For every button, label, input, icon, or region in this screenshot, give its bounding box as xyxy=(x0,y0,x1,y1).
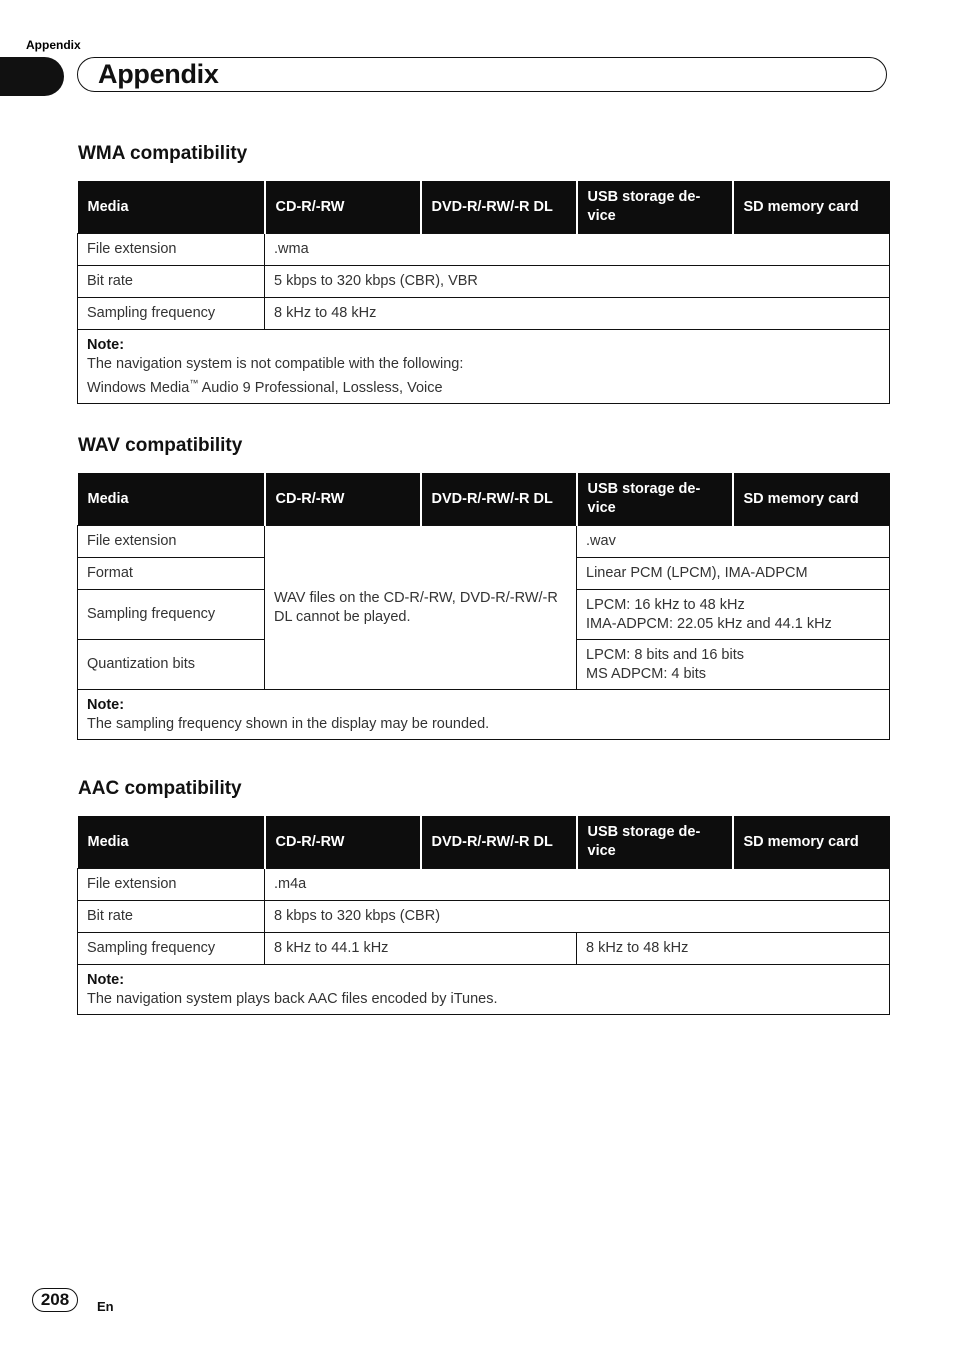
row-value-line: LPCM: 16 kHz to 48 kHz xyxy=(586,596,745,613)
note-row xyxy=(78,330,890,404)
column-header-cd: CD-R/-RW xyxy=(265,816,421,869)
note-cell xyxy=(78,330,890,404)
note-cell xyxy=(78,690,890,740)
column-header-dvd: DVD-R/-RW/-R DL xyxy=(421,473,577,526)
table-header-row xyxy=(78,816,890,869)
page-number: 208 xyxy=(32,1288,78,1312)
row-label: Sampling frequency xyxy=(78,933,265,965)
wma-section xyxy=(77,143,889,404)
row-value-disc: 8 kHz to 44.1 kHz xyxy=(265,933,577,965)
wav-section xyxy=(77,435,889,740)
note-text: The navigation system plays back AAC files encoded by iTunes. xyxy=(87,991,498,1007)
column-header-usb: USB storage de- vice xyxy=(577,816,733,869)
column-header-media: Media xyxy=(78,473,265,526)
note-title: Note: xyxy=(87,972,125,988)
aac-section xyxy=(77,778,889,1015)
note-cell xyxy=(78,965,890,1015)
wma-heading: WMA compatibility xyxy=(78,143,248,164)
table-row xyxy=(78,869,890,901)
row-label: Bit rate xyxy=(78,266,265,298)
row-label: File extension xyxy=(78,869,265,901)
page-title: Appendix xyxy=(98,59,219,89)
row-value xyxy=(577,640,890,690)
row-label: File extension xyxy=(78,234,265,266)
aac-table xyxy=(77,816,890,1015)
note-text-line2 xyxy=(87,374,880,398)
note-row xyxy=(78,690,890,740)
note-text: The navigation system is not compatible with the following: xyxy=(87,356,464,372)
row-value: .wav xyxy=(577,526,890,558)
row-label: Quantization bits xyxy=(78,640,265,690)
row-value-line: LPCM: 8 bits and 16 bits xyxy=(586,646,744,663)
column-header-dvd: DVD-R/-RW/-R DL xyxy=(421,181,577,234)
title-box xyxy=(77,57,887,92)
row-value: .wma xyxy=(265,234,890,266)
column-header-dvd: DVD-R/-RW/-R DL xyxy=(421,816,577,869)
row-value: 5 kbps to 320 kbps (CBR), VBR xyxy=(265,266,890,298)
table-row xyxy=(78,901,890,933)
column-header-sd: SD memory card xyxy=(733,181,890,234)
column-header-usb: USB storage de- vice xyxy=(577,473,733,526)
row-value: .m4a xyxy=(265,869,890,901)
trademark-symbol: ™ xyxy=(189,378,199,388)
language-label: En xyxy=(97,1299,114,1314)
note-title: Note: xyxy=(87,697,125,713)
column-header-sd: SD memory card xyxy=(733,816,890,869)
row-label: Sampling frequency xyxy=(78,298,265,330)
running-head: Appendix xyxy=(26,38,81,52)
row-value: 8 kHz to 48 kHz xyxy=(265,298,890,330)
table-row xyxy=(78,234,890,266)
wma-table xyxy=(77,181,890,404)
table-row xyxy=(78,298,890,330)
column-header-usb: USB storage de- vice xyxy=(577,181,733,234)
row-value: Linear PCM (LPCM), IMA-ADPCM xyxy=(577,558,890,590)
row-label: Sampling frequency xyxy=(78,590,265,640)
column-header-sd: SD memory card xyxy=(733,473,890,526)
wav-table xyxy=(77,473,890,740)
table-row xyxy=(78,266,890,298)
column-header-cd: CD-R/-RW xyxy=(265,181,421,234)
column-header-media: Media xyxy=(78,816,265,869)
table-row xyxy=(78,526,890,558)
table-header-row xyxy=(78,473,890,526)
aac-heading: AAC compatibility xyxy=(78,778,242,799)
row-value: 8 kbps to 320 kbps (CBR) xyxy=(265,901,890,933)
row-value-card: 8 kHz to 48 kHz xyxy=(577,933,890,965)
row-label: Bit rate xyxy=(78,901,265,933)
note-text-part: Audio 9 Professional, Lossless, Voice xyxy=(198,380,443,396)
row-label: Format xyxy=(78,558,265,590)
note-row xyxy=(78,965,890,1015)
row-label: File extension xyxy=(78,526,265,558)
table-header-row xyxy=(78,181,890,234)
chapter-tab xyxy=(0,57,64,96)
note-text-part: Windows Media xyxy=(87,380,190,396)
column-header-cd: CD-R/-RW xyxy=(265,473,421,526)
table-row xyxy=(78,933,890,965)
column-header-media: Media xyxy=(78,181,265,234)
row-value-line: IMA-ADPCM: 22.05 kHz and 44.1 kHz xyxy=(586,615,832,632)
note-title: Note: xyxy=(87,337,125,353)
row-value xyxy=(577,590,890,640)
disc-not-supported-cell: WAV files on the CD-R/-RW, DVD-R/-RW/-R DL cannot be played. xyxy=(265,526,577,690)
wav-heading: WAV compatibility xyxy=(78,435,243,456)
row-value-line: MS ADPCM: 4 bits xyxy=(586,665,707,682)
note-text: The sampling frequency shown in the display may be rounded. xyxy=(87,716,490,732)
